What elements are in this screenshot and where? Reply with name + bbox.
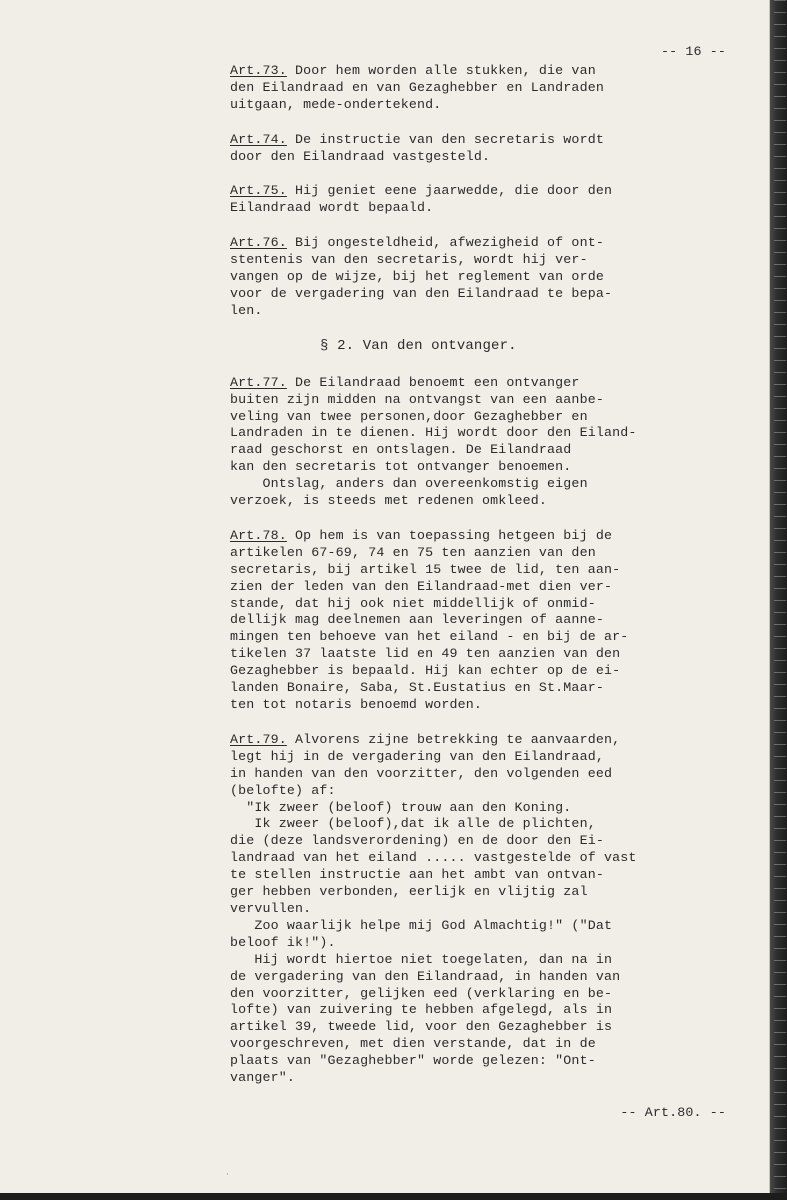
text-line: buiten zijn midden na ontvangst van een aanbe-: [230, 391, 604, 407]
text-line: [230, 63, 730, 80]
text-line: landraad van het eiland ..... vastgestelde of vast: [230, 850, 637, 866]
article-text: De instructie van den secretaris wordt: [286, 131, 604, 147]
text-line: vangen op de wijze, bij het reglement van orde: [230, 269, 604, 285]
scan-ruler: [774, 0, 786, 1200]
text-line: voorgeschreven, met dien verstande, dat in de: [230, 1036, 596, 1052]
text-line: in handen van den voorzitter, den volgenden eed: [230, 765, 613, 781]
article-paragraph: [230, 183, 730, 217]
scan-edge-bottom: [0, 1193, 787, 1200]
text-line: mingen ten behoeve van het eiland - en bij de ar-: [230, 629, 629, 645]
article-text: Op hem is van toepassing hetgeen bij de: [286, 527, 613, 543]
article-paragraph: [230, 132, 730, 166]
text-line: landen Bonaire, Saba, St.Eustatius en St.Maar-: [230, 680, 604, 696]
articles-block-2: [230, 375, 730, 1087]
text-line: [230, 132, 730, 149]
text-line: legt hij in de vergadering van den Eilandraad,: [230, 748, 604, 764]
stray-mark: ·: [226, 1170, 229, 1180]
text-line: [230, 732, 730, 749]
articles-block-1: [230, 63, 730, 320]
text-line: beloof ik!").: [230, 934, 336, 950]
text-line: Zoo waarlijk helpe mij God Almachtig!" ("Dat: [230, 917, 613, 933]
article-number: Art.74.: [230, 131, 287, 147]
section-heading: § 2. Van den ontvanger.: [320, 337, 517, 354]
text-line: Eilandraad wordt bepaald.: [230, 200, 434, 216]
text-line: len.: [230, 302, 263, 318]
article-number: Art.73.: [230, 62, 287, 78]
text-line: die (deze landsverordening) en de door den Ei-: [230, 833, 604, 849]
text-line: zien der leden van den Eilandraad-met dien ver-: [230, 578, 613, 594]
text-line: kan den secretaris tot ontvanger benoemen.: [230, 459, 572, 475]
text-line: de vergadering van den Eilandraad, in handen van: [230, 968, 621, 984]
text-line: [230, 375, 730, 392]
text-line: plaats van "Gezaghebber" worde gelezen: "Ont-: [230, 1053, 596, 1069]
text-line: "Ik zweer (beloof) trouw aan den Koning.: [230, 799, 572, 815]
text-line: [230, 235, 730, 252]
text-line: artikelen 67-69, 74 en 75 ten aanzien van den: [230, 544, 596, 560]
text-line: (belofte) af:: [230, 782, 336, 798]
article-paragraph: [230, 528, 730, 714]
article-text: De Eilandraad benoemt een ontvanger: [286, 374, 580, 390]
article-paragraph: [230, 235, 730, 320]
article-number: Art.78.: [230, 527, 287, 543]
text-line: stande, dat hij ook niet middellijk of onmid-: [230, 595, 596, 611]
page-number: -- 16 --: [660, 44, 726, 59]
text-line: door den Eilandraad vastgesteld.: [230, 148, 491, 164]
text-line: veling van twee personen,door Gezaghebber en: [230, 408, 588, 424]
text-line: lofte) van zuivering te hebben afgelegd, als in: [230, 1002, 613, 1018]
article-paragraph: [230, 375, 730, 510]
text-line: voor de vergadering van den Eilandraad te bepa-: [230, 285, 613, 301]
text-line: tikelen 37 laatste lid en 49 ten aanzien van den: [230, 646, 621, 662]
article-paragraph: [230, 63, 730, 114]
text-line: te stellen instructie aan het ambt van ontvan-: [230, 867, 604, 883]
article-number: Art.79.: [230, 731, 287, 747]
text-line: vanger".: [230, 1070, 296, 1086]
text-line: den voorzitter, gelijken eed (verklaring en be-: [230, 985, 613, 1001]
text-line: vervullen.: [230, 900, 312, 916]
text-line: dellijk mag deelnemen aan leveringen of aanne-: [230, 612, 604, 628]
text-line: secretaris, bij artikel 15 twee de lid, ten aan-: [230, 561, 621, 577]
article-number: Art.76.: [230, 235, 287, 251]
article-text: Alvorens zijne betrekking te aanvaarden,: [286, 731, 621, 747]
text-line: artikel 39, tweede lid, voor den Gezaghebber is: [230, 1019, 613, 1035]
text-line: Ik zweer (beloof),dat ik alle de plichten,: [230, 816, 596, 832]
text-line: ten tot notaris benoemd worden.: [230, 697, 483, 712]
article-number: Art.77.: [230, 374, 287, 390]
text-line: [230, 528, 730, 545]
article-paragraph: [230, 732, 730, 1087]
text-line: Hij wordt hiertoe niet toegelaten, dan na in: [230, 951, 613, 967]
document-body: [230, 44, 730, 1122]
text-line: Landraden in te dienen. Hij wordt door den Eiland-: [230, 425, 637, 441]
text-line: verzoek, is steeds met redenen omkleed.: [230, 493, 548, 509]
article-text: Door hem worden alle stukken, die van: [286, 62, 596, 78]
text-line: Ontslag, anders dan overeenkomstig eigen: [230, 476, 588, 492]
article-text: Hij geniet eene jaarwedde, die door den: [286, 183, 613, 199]
article-number: Art.75.: [230, 183, 287, 199]
article-text: Bij ongesteldheid, afwezigheid of ont-: [286, 235, 604, 251]
text-line: den Eilandraad en van Gezaghebber en Landraden: [230, 79, 604, 95]
text-line: raad geschorst en ontslagen. De Eilandraad: [230, 442, 572, 458]
text-line: stentenis van den secretaris, wordt hij ver-: [230, 252, 588, 268]
text-line: uitgaan, mede-ondertekend.: [230, 96, 442, 112]
text-line: ger hebben verbonden, eerlijk en vlijtig zal: [230, 884, 588, 900]
footer-catchword: -- Art.80. --: [620, 1104, 726, 1120]
text-line: Gezaghebber is bepaald. Hij kan echter op de ei-: [230, 663, 621, 679]
text-line: [230, 183, 730, 200]
